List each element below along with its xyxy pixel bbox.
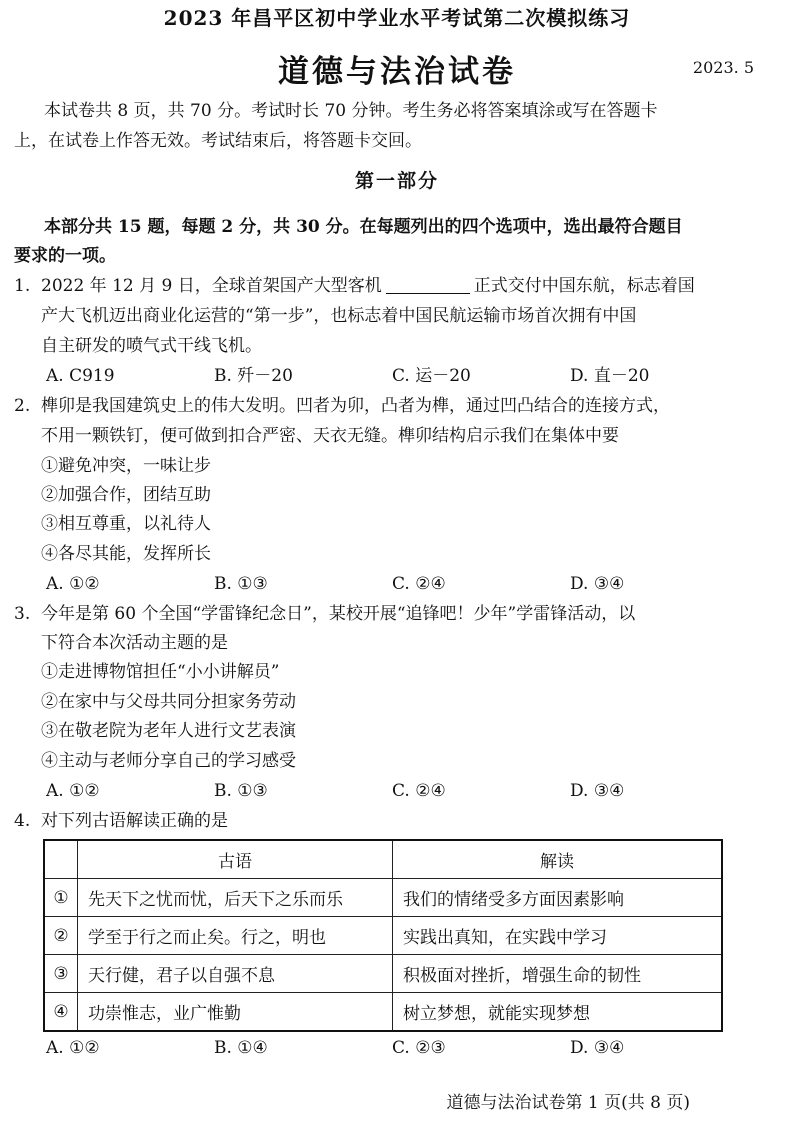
q4-option-c: C. ②③ [392,1038,446,1058]
question-1-line-2: 产大飞机迈出商业化运营的“第一步”，也标志着中国民航运输市场首次拥有中国 [41,306,637,326]
q3-option-a: A. ①② [46,781,100,801]
q2-option-c: C. ②④ [392,574,446,594]
row-index: ④ [44,993,78,1032]
q1-option-a: A. C919 [46,366,115,386]
table-header-interpretation: 解读 [393,840,723,879]
q2-statement-4: ④各尽其能，发挥所长 [41,544,211,564]
q2-statement-3: ③相互尊重，以礼待人 [41,514,211,534]
table-header-index [44,840,78,879]
row-quote: 先天下之忧而忧，后天下之乐而乐 [78,879,393,917]
q2-option-d: D. ③④ [570,574,625,594]
row-index: ② [44,917,78,955]
table-header-row [44,840,722,879]
question-4-stem: 对下列古语解读正确的是 [41,811,228,831]
question-2-number: 2. [14,396,31,416]
question-1-text-a: 2022 年 12 月 9 日，全球首架国产大型客机 [41,276,382,296]
quotes-table [43,839,723,1032]
question-4-number: 4. [14,811,31,831]
page-footer: 道德与法治试卷第 1 页(共 8 页) [446,1093,690,1113]
q3-option-c: C. ②④ [392,781,446,801]
row-interpretation: 树立梦想，就能实现梦想 [393,993,723,1032]
exam-date: 2023. 5 [692,58,754,77]
row-interpretation: 我们的情绪受多方面因素影响 [393,879,723,917]
question-3-line-1: 今年是第 60 个全国“学雷锋纪念日”，某校开展“追锋吧！少年”学雷锋活动，以 [41,604,636,624]
row-index: ① [44,879,78,917]
question-1-line-3: 自主研发的喷气式干线飞机。 [41,336,262,356]
row-quote: 学至于行之而止矣。行之，明也 [78,917,393,955]
table-row [44,879,722,917]
q1-option-d: D. 直－20 [570,366,650,386]
subject-title: 道德与法治试卷 [278,54,516,90]
q3-option-b: B. ①③ [214,781,268,801]
exam-title: 2023 年昌平区初中学业水平考试第二次模拟练习 [163,6,631,30]
part-description-line-2: 要求的一项。 [14,246,116,266]
q4-option-d: D. ③④ [570,1038,625,1058]
q2-option-b: B. ①③ [214,574,268,594]
table-row [44,993,722,1032]
q4-option-b: B. ①④ [214,1038,268,1058]
part-title: 第一部分 [354,170,439,192]
row-index: ③ [44,955,78,993]
q2-option-a: A. ①② [46,574,100,594]
question-1-number: 1. [14,276,31,296]
question-3-number: 3. [14,604,31,624]
table-row [44,917,722,955]
q3-statement-4: ④主动与老师分享自己的学习感受 [41,751,296,771]
row-interpretation: 实践出真知，在实践中学习 [393,917,723,955]
q3-statement-1: ①走进博物馆担任“小小讲解员” [41,662,280,682]
row-interpretation: 积极面对挫折，增强生命的韧性 [393,955,723,993]
instructions-line-2: 上，在试卷上作答无效。考试结束后，将答题卡交回。 [14,131,422,151]
table-row [44,955,722,993]
question-2-line-2: 不用一颗铁钉，便可做到扣合严密、天衣无缝。榫卯结构启示我们在集体中要 [41,426,619,446]
question-3-line-2: 下符合本次活动主题的是 [41,633,228,653]
part-description-line-1: 本部分共 15 题，每题 2 分，共 30 分。在每题列出的四个选项中，选出最符合题目 [44,217,683,237]
table-header-quote: 古语 [78,840,393,879]
row-quote: 功崇惟志，业广惟勤 [78,993,393,1032]
q4-option-a: A. ①② [46,1038,100,1058]
q3-statement-3: ③在敬老院为老年人进行文艺表演 [41,721,296,741]
question-2-line-1: 榫卯是我国建筑史上的伟大发明。凹者为卯，凸者为榫，通过凹凸结合的连接方式， [41,396,670,416]
row-quote: 天行健，君子以自强不息 [78,955,393,993]
q2-statement-1: ①避免冲突，一味让步 [41,456,211,476]
answer-blank [386,275,470,294]
q3-statement-2: ②在家中与父母共同分担家务劳动 [41,692,296,712]
question-1-line-1 [41,271,695,301]
instructions-line-1: 本试卷共 8 页，共 70 分。考试时长 70 分钟。考生务必将答案填涂或写在答题卡 [44,101,658,121]
q1-option-b: B. 歼－20 [214,366,293,386]
question-1-text-b: 正式交付中国东航，标志着国 [473,276,695,296]
q3-option-d: D. ③④ [570,781,625,801]
q1-option-c: C. 运－20 [392,366,471,386]
q2-statement-2: ②加强合作，团结互助 [41,485,211,505]
